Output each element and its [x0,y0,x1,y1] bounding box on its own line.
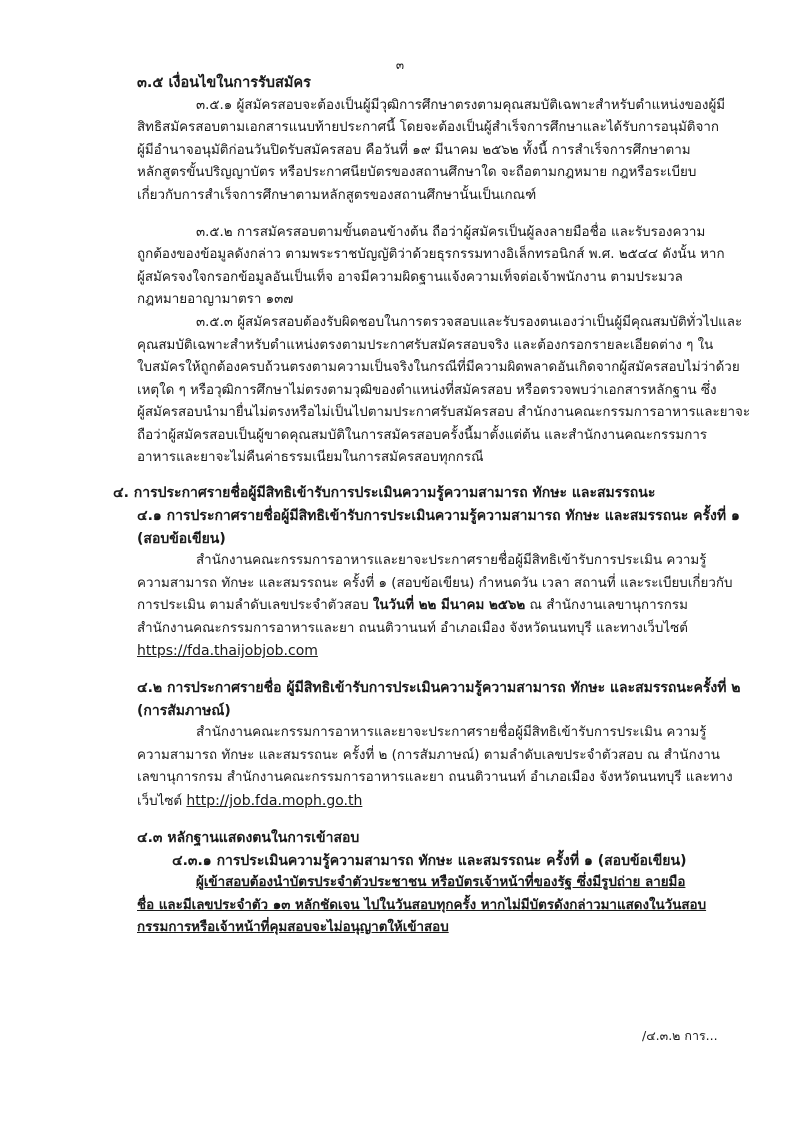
section-4-3-1-heading: ๔.๓.๑ การประเมินความรู้ความสามารถ ทักษะ และสมรรถนะ ครั้งที่ ๑ (สอบข้อเขียน) [172,853,687,869]
sec35-p2-line-4: กฎหมายอาญามาตรา ๑๓๗ [137,292,294,307]
id-requirement-line-2: ชื่อ และมีเลขประจำตัว ๑๓ หลักชัดเจน ไปในวันสอบทุกครั้ง หากไม่มีบัตรดังกล่าวมาแสดงในวันสอบ [137,898,707,913]
sec35-p1-line-4: หลักสูตรขั้นปริญญาบัตร หรือประกาศนียบัตรของสถานศึกษาใด จะถือตามกฎหมาย กฎหรือระเบียบ [137,165,697,180]
section-4-2-heading-line-1: ๔.๒ การประกาศรายชื่อ ผู้มีสิทธิเข้ารับการประเมินความรู้ความสามารถ ทักษะ และสมรรถนะครั้งที่ ๒ [137,680,741,696]
sec35-p2-line-3: ผู้สมัครจงใจกรอกข้อมูลอันเป็นเท็จ อาจมีความผิดฐานแจ้งความเท็จต่อเจ้าพนักงาน ตามประมวล [137,270,683,285]
id-requirement-line-3: กรรมการหรือเจ้าหน้าที่คุมสอบจะไม่อนุญาตให้เข้าสอบ [137,920,449,935]
sec41-line-2: ความสามารถ ทักษะ และสมรรถนะ ครั้งที่ ๑ (สอบข้อเขียน) กำหนดวัน เวลา สถานที่ และระเบียบเกี่ยวกับ [137,576,733,591]
id-requirement-line-1: ผู้เข้าสอบต้องนำบัตรประจำตัวประชาชน หรือบัตรเจ้าหน้าที่ของรัฐ ซึ่งมีรูปถ่าย ลายมือ [196,875,686,890]
sec35-p1-line-3: ผู้มีอำนาจอนุมัติก่อนวันปิดรับสมัครสอบ คือวันที่ ๑๙ มีนาคม ๒๕๖๒ ทั้งนี้ การสำเร็จการศึกษาตาม [137,143,691,158]
sec42-line-4 [137,792,362,811]
sec41-line-4: สำนักงานคณะกรรมการอาหารและยา ถนนติวานนท์ อำเภอเมือง จังหวัดนนทบุรี และทางเว็บไซต์ [137,621,688,636]
exam-list-date: ในวันที่ ๒๒ มีนาคม ๒๕๖๒ [372,598,526,613]
sec35-p1-line-5: เกี่ยวกับการสำเร็จการศึกษาตามหลักสูตรของสถานศึกษานั้นเป็นเกณฑ์ [137,188,537,203]
page-number: ๓ [395,58,405,72]
sec41-website [137,642,318,660]
sec35-p3-line-7: อาหารและยาจะไม่คืนค่าธรรมเนียมในการสมัครสอบทุกกรณี [137,450,484,465]
fda-thaijobjob-link[interactable]: https://fda.thaijobjob.com [137,643,318,659]
sec41-line-3 [137,597,688,615]
sec35-p2-line-2: ถูกต้องของข้อมูลดังกล่าว ตามพระราชบัญญัติว่าด้วยธุรกรรมทางอิเล็กทรอนิกส์ พ.ศ. ๒๕๔๔ ดังนั้น หาก [137,247,725,262]
sec35-p3-line-6: ถือว่าผู้สมัครสอบเป็นผู้ขาดคุณสมบัติในการสมัครสอบครั้งนี้มาตั้งแต่ต้น และสำนักงานคณะกรรมการ [137,428,708,443]
sec35-p3-line-4: เหตุใด ๆ หรือวุฒิการศึกษาไม่ตรงตามวุฒิของตำแหน่งที่สมัครสอบ หรือตรวจพบว่าเอกสารหลักฐาน ซึ่ง [137,383,717,398]
sec41-line-1: สำนักงานคณะกรรมการอาหารและยาจะประกาศรายชื่อผู้มีสิทธิเข้ารับการประเมิน ความรู้ [196,553,707,568]
section-4-heading: ๔. การประกาศรายชื่อผู้มีสิทธิเข้ารับการประเมินความรู้ความสามารถ ทักษะ และสมรรถนะ [113,485,656,501]
section-4-1-heading-line-2: (สอบข้อเขียน) [137,531,226,547]
sec35-p1-line-2: สิทธิสมัครสอบตามเอกสารแนบท้ายประกาศนี้ โดยจะต้องเป็นผู้สำเร็จการศึกษาและได้รับการอนุมัติจาก [137,120,719,135]
sec42-website-prefix: เว็บไซต์ [137,794,187,809]
sec42-line-3: เลขานุการกรม สำนักงานคณะกรรมการอาหารและยา ถนนติวานนท์ อำเภอเมือง จังหวัดนนทบุรี และทาง [137,770,733,785]
sec42-line-2: ความสามารถ ทักษะ และสมรรถนะ ครั้งที่ ๒ (การสัมภาษณ์) ตามลำดับเลขประจำตัวสอบ ณ สำนักงาน [137,748,720,763]
section-4-3-heading: ๔.๓ หลักฐานแสดงตนในการเข้าสอบ [137,830,360,846]
sec41-line-3-tail: ณ สำนักงานเลขานุการกรม [525,598,688,613]
job-fda-moph-link[interactable]: http://job.fda.moph.go.th [186,793,363,809]
section-4-2-heading-line-2: (การสัมภาษณ์) [137,703,231,719]
sec42-line-1: สำนักงานคณะกรรมการอาหารและยาจะประกาศรายชื่อผู้มีสิทธิเข้ารับการประเมิน ความรู้ [196,725,707,740]
sec35-p3-line-5: ผู้สมัครสอบนำมายื่นไม่ตรงหรือไม่เป็นไปตามประกาศรับสมัครสอบ สำนักงานคณะกรรมการอาหารและยาจะ [137,405,751,420]
sec35-p3-line-2: คุณสมบัติเฉพาะสำหรับตำแหน่งตรงตามประกาศรับสมัครสอบจริง และต้องกรอกรายละเอียดต่าง ๆ ใน [137,338,714,353]
section-3-5-heading: ๓.๕ เงื่อนไขในการรับสมัคร [137,75,311,91]
sec35-p3-line-3: ใบสมัครให้ถูกต้องครบถ้วนตรงตามความเป็นจริงในกรณีที่มีความผิดพลาดอันเกิดจากผู้สมัครสอบไม่ว่าด้วย [137,360,740,375]
sec35-p2-line-1: ๓.๕.๒ การสมัครสอบตามขั้นตอนข้างต้น ถือว่าผู้สมัครเป็นผู้ลงลายมือชื่อ และรับรองความ [196,225,706,240]
sec35-p3-line-1: ๓.๕.๓ ผู้สมัครสอบต้องรับผิดชอบในการตรวจสอบและรับรองตนเองว่าเป็นผู้มีคุณสมบัติทั่วไปและ [196,315,743,330]
section-4-1-heading-line-1: ๔.๑ การประกาศรายชื่อผู้มีสิทธิเข้ารับการประเมินความรู้ความสามารถ ทักษะ และสมรรถนะ ครั้งที่ ๑ [137,508,740,524]
sec35-p1-line-1: ๓.๕.๑ ผู้สมัครสอบจะต้องเป็นผู้มีวุฒิการศึกษาตรงตามคุณสมบัติเฉพาะสำหรับตำแหน่งของผู้มี [196,98,726,113]
page-continuation-marker: /๔.๓.๒ การ... [642,1028,718,1043]
sec41-line-3-text: การประเมิน ตามลำดับเลขประจำตัวสอบ [137,598,373,613]
